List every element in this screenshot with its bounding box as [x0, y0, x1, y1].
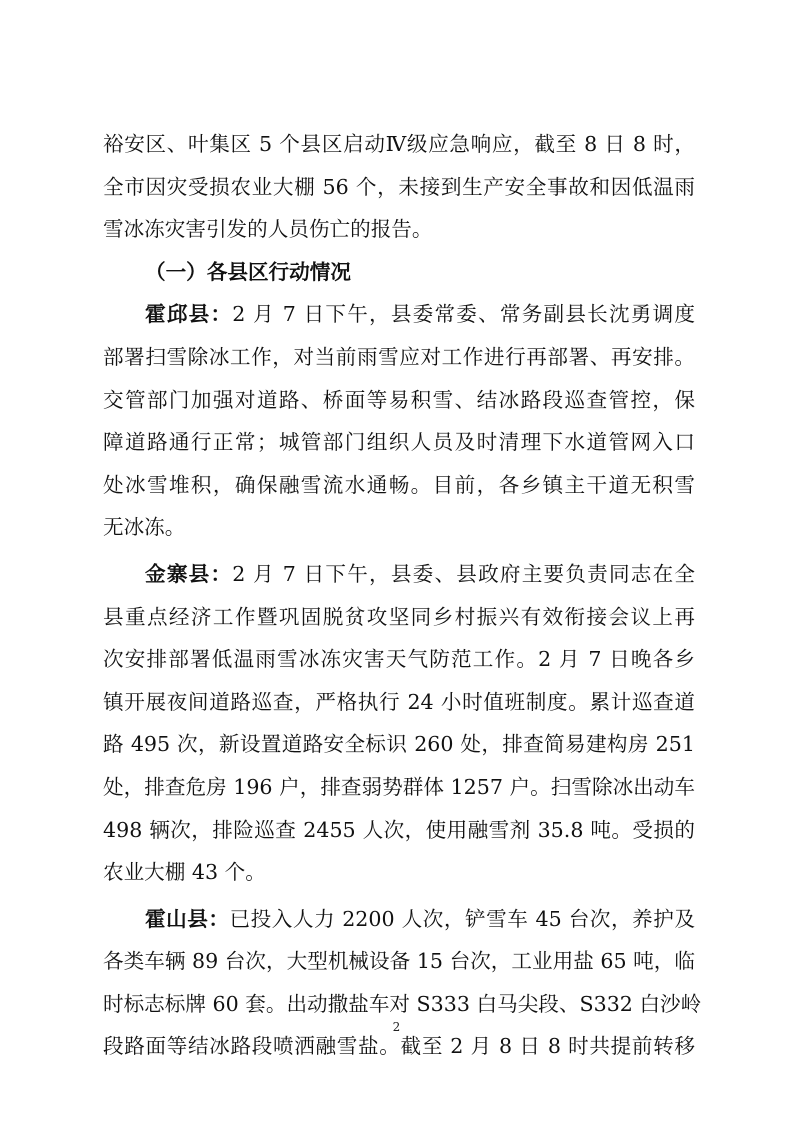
jinzhai-line-2: 县重点经济工作暨巩固脱贫攻坚同乡村振兴有效衔接会议上再 [103, 604, 695, 629]
jinzhai-label: 金寨县： [145, 561, 233, 586]
huoshan-line-3: 时标志标牌 60 套。出动撒盐车对 S333 白马尖段、S332 白沙岭 [103, 991, 702, 1016]
body-text [103, 123, 702, 1068]
intro-line-2: 全市因灾受损农业大棚 56 个，未接到生产安全事故和因低温雨 [103, 174, 695, 199]
huoshan-label: 霍山县： [145, 906, 230, 931]
huoshan-line-1 [103, 898, 695, 941]
huoqiu-line-5: 处冰雪堆积，确保融雪流水通畅。目前，各乡镇主干道无积雪 [103, 472, 695, 497]
jinzhai-line-7: 498 辆次，排险巡查 2455 人次，使用融雪剂 35.8 吨。受损的 [103, 817, 695, 842]
section-heading: （一）各县区行动情况 [145, 259, 351, 284]
jinzhai-line-8: 农业大棚 43 个。 [103, 860, 266, 885]
huoqiu-line-1 [103, 293, 695, 336]
jinzhai-line-5: 路 495 次，新设置道路安全标识 260 处，排查简易建构房 251 [103, 732, 695, 757]
jinzhai-line-3: 次安排部署低温雨雪冰冻灾害天气防范工作。2 月 7 日晚各乡 [103, 647, 695, 672]
jinzhai-line-6: 处，排查危房 196 户，排查弱势群体 1257 户。扫雪除冰出动车 [103, 774, 695, 799]
huoshan-text-1: 已投入人力 2200 人次，铲雪车 45 台次，养护及 [229, 906, 695, 931]
jinzhai-line-1 [103, 553, 695, 596]
intro-line-1: 裕安区、叶集区 5 个县区启动Ⅳ级应急响应，截至 8 日 8 时， [103, 132, 695, 156]
huoqiu-label: 霍邱县： [145, 302, 233, 327]
jinzhai-line-4: 镇开展夜间道路巡查，严格执行 24 小时值班制度。累计巡查道 [103, 689, 695, 714]
huoqiu-line-2: 部署扫雪除冰工作，对当前雨雪应对工作进行再部署、再安排。 [103, 344, 695, 369]
jinzhai-text-1: 2 月 7 日下午，县委、县政府主要负责同志在全 [232, 561, 696, 586]
huoqiu-line-6: 无冰冻。 [103, 515, 186, 540]
huoqiu-line-4: 障道路通行正常；城管部门组织人员及时清理下水道管网入口 [103, 430, 695, 455]
huoqiu-line-3: 交管部门加强对道路、桥面等易积雪、结冰路段巡查管控，保 [103, 387, 695, 412]
page-number: 2 [392, 1020, 401, 1034]
huoqiu-text-1: 2 月 7 日下午，县委常委、常务副县长沈勇调度 [232, 302, 696, 327]
huoshan-line-4: 段路面等结冰路段喷洒融雪盐。截至 2 月 8 日 8 时共提前转移 [103, 1034, 695, 1059]
intro-line-3: 雪冰冻灾害引发的人员伤亡的报告。 [103, 217, 433, 242]
huoshan-line-2: 各类车辆 89 台次，大型机械设备 15 台次，工业用盐 65 吨，临 [103, 949, 695, 974]
